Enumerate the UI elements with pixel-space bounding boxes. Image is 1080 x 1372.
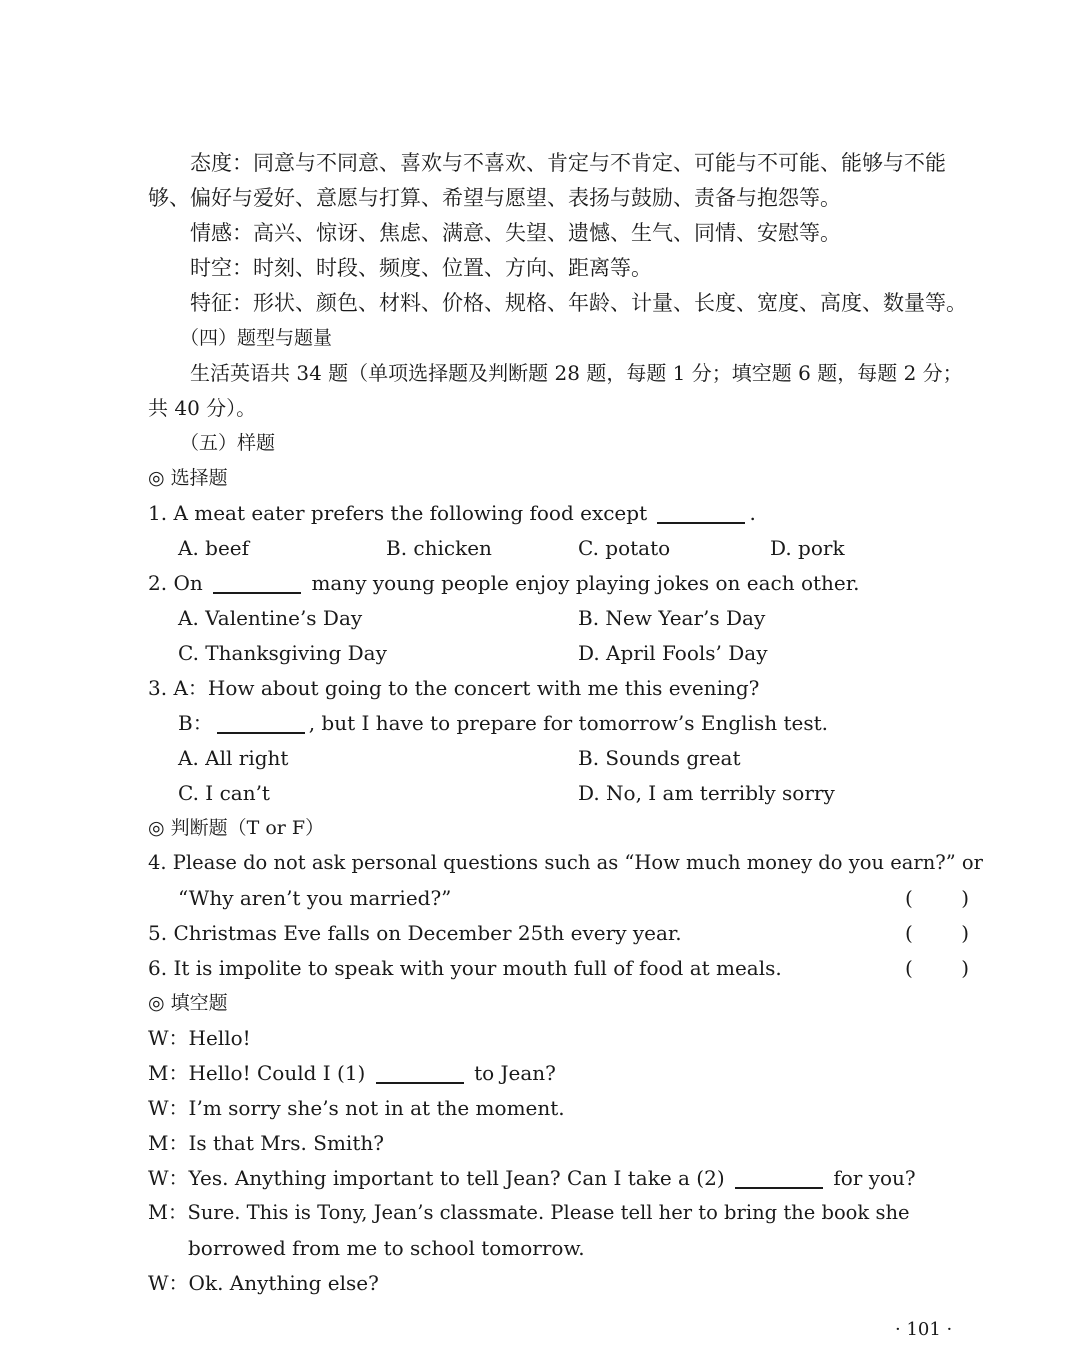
attitude-line-1: 态度：同意与不同意、喜欢与不喜欢、肯定与不肯定、可能与不可能、能够与不能 [190,151,946,175]
dialogue-line-2-end: to Jean? [474,1061,556,1085]
question-2-start: 2. On [148,571,203,595]
question-2-end: many young people enjoy playing jokes on each other. [311,571,860,595]
answer-blank [735,1167,823,1189]
quantity-line-1: 生活英语共 34 题（单项选择题及判断题 28 题，每题 1 分；填空题 6 题，每题 2 分； [190,361,963,385]
fill-heading: ◎ 填空题 [148,992,228,1014]
dialogue-line-4: M：Is that Mrs. Smith? [148,1131,384,1155]
dialogue-line-5-end: for you? [833,1166,916,1190]
section-5-heading: （五）样题 [180,432,276,454]
features-line: 特征：形状、颜色、材料、价格、规格、年龄、计量、长度、宽度、高度、数量等。 [190,291,967,315]
paren-open: ( [905,886,913,910]
q2-option-c: C. Thanksgiving Day [178,641,387,665]
q1-option-b: B. chicken [386,536,492,560]
question-3-line-b [178,708,828,738]
q1-option-d: D. pork [770,536,845,560]
question-1-text: 1. A meat eater prefers the following food except [148,501,648,525]
dialogue-line-8: W：Ok. Anything else? [148,1271,379,1295]
q3-option-b: B. Sounds great [578,746,741,770]
question-1 [148,498,756,528]
attitude-line-2: 够、偏好与爱好、意愿与打算、希望与愿望、表扬与鼓励、责备与抱怨等。 [148,186,841,210]
question-3-end: , but I have to prepare for tomorrow’s English test. [308,711,828,735]
emotion-line: 情感：高兴、惊讶、焦虑、满意、失望、遗憾、生气、同情、安慰等。 [190,221,841,245]
q2-option-a: A. Valentine’s Day [178,606,363,630]
judge-heading: ◎ 判断题（T or F） [148,817,325,839]
dialogue-line-3: W：I’m sorry she’s not in at the moment. [148,1096,565,1120]
answer-parentheses [905,953,969,983]
question-2 [148,568,859,598]
answer-parentheses [905,918,969,948]
q3-option-c: C. I can’t [178,781,270,805]
paren-open: ( [905,956,913,980]
paren-close: ) [961,886,969,910]
section-4-heading: （四）题型与题量 [180,327,333,349]
page-number: · 101 · [895,1319,953,1340]
dialogue-line-5-start: W：Yes. Anything important to tell Jean? Can I take a (2) [148,1166,725,1190]
question-4-line-2: “Why aren’t you married?” [178,886,452,910]
q2-option-b: B. New Year’s Day [578,606,766,630]
q3-option-d: D. No, I am terribly sorry [578,781,835,805]
question-3-speaker: B： [178,711,213,735]
dialogue-line-6: M：Sure. This is Tony, Jean’s classmate. Please tell her to bring the book she [148,1201,910,1224]
answer-blank [213,572,301,594]
dialogue-line-5 [148,1163,916,1193]
dialogue-line-7: borrowed from me to school tomorrow. [188,1236,585,1260]
answer-blank [217,712,305,734]
spacetime-line: 时空：时刻、时段、频度、位置、方向、距离等。 [190,256,652,280]
question-4-line-1: 4. Please do not ask personal questions such as “How much money do you earn?” or [148,851,983,874]
q2-option-d: D. April Fools’ Day [578,641,768,665]
question-1-end: . [749,501,756,525]
q3-option-a: A. All right [178,746,289,770]
q1-option-c: C. potato [578,536,671,560]
choice-heading: ◎ 选择题 [148,467,228,489]
question-5: 5. Christmas Eve falls on December 25th every year. [148,921,682,945]
answer-blank [376,1062,464,1084]
dialogue-line-2-start: M：Hello! Could I (1) [148,1061,366,1085]
paren-close: ) [961,956,969,980]
answer-parentheses [905,883,969,913]
question-3-line-a: 3. A：How about going to the concert with me this evening? [148,676,760,700]
paren-close: ) [961,921,969,945]
dialogue-line-1: W：Hello! [148,1026,251,1050]
dialogue-line-2 [148,1058,556,1088]
quantity-line-2: 共 40 分）。 [148,396,257,420]
q1-option-a: A. beef [178,536,250,560]
question-6: 6. It is impolite to speak with your mouth full of food at meals. [148,956,782,980]
paren-open: ( [905,921,913,945]
answer-blank [657,502,745,524]
